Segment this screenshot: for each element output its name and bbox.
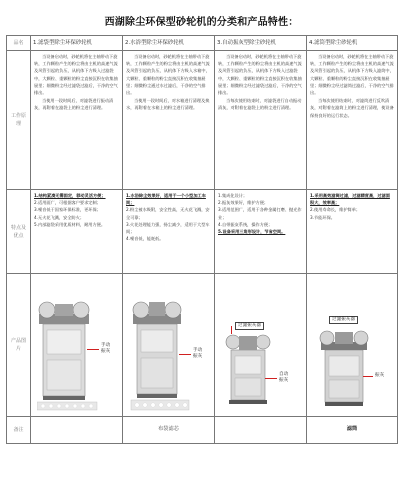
product-name-3: 3.自动振灰型除尘砂轮机 — [215, 36, 307, 51]
arrow-filter — [231, 326, 232, 334]
feature-item: 4.噪音低，能耗低。 — [126, 236, 164, 242]
row-label-name: 品名 — [7, 36, 31, 51]
feature-item: 2.适用面广，可根据客户要求定制； — [34, 200, 101, 206]
row-label-principle: 工作原理 — [7, 51, 31, 190]
principle-2-para-1: 当设备启动时，砂轮机将在主轴带动下旋转，工作颗粒产生的粉尘将由主机的高速气流及风管引起的负压，从机体下方吸入水箱中，大颗粒、重颗粒的粉尘直接沉积在收集抽屉里；细微粉尘通过水过滤后，干净的空气排出。 — [126, 54, 210, 96]
feature-item: 1.结构紧凑无需固定，移动灵活方便； — [34, 193, 106, 198]
product-name-1: 1.滤袋型除尘环保砂轮机 — [31, 36, 123, 51]
label-shake-1: 振灰 — [101, 349, 111, 354]
principle-3-para-1: 当设备启动时，砂轮机将在主轴带动下旋转，工作颗粒产生的粉尘将由主机的高速气流及风管引起的负压，从机体下方吸入过滤袋中，大颗粒、重颗粒的粉尘直接沉积在收集抽屉里；细微粉尘经过滤袋过滤后，干净的空气排出。 — [218, 54, 302, 96]
filter-bag-grinder-image — [37, 300, 99, 412]
note-3 — [215, 417, 307, 444]
feature-item: 3.节能环保。 — [310, 214, 335, 220]
note-1 — [31, 417, 123, 444]
features-row — [7, 190, 398, 274]
filter-cartridge-grinder-image — [317, 330, 373, 412]
features-2 — [123, 190, 215, 274]
label-shake-2: 振灰 — [193, 354, 203, 359]
feature-item: 5.内部滤袋采用优质材料，耐用方便。 — [34, 221, 106, 227]
note-4: 滤筒 — [307, 417, 398, 444]
label-filter-box-4: 过滤振灰器 — [329, 316, 358, 324]
feature-item: 4.无火花飞溅，安全防火； — [34, 214, 85, 220]
feature-item: 2.使用寿命长，维护简单； — [310, 207, 361, 213]
feature-item: 5.设备采用三角形设计，节省空间。 — [218, 229, 286, 235]
feature-item: 3.适用范围广，适用于各种金属打磨、抛光作业； — [218, 207, 302, 220]
principle-1-para-1: 当设备启动时，砂轮机将在主轴带动下旋转，工作颗粒产生的粉尘将由主机的高速气流及风管引起的负压，从机体下方吸入过滤袋中，大颗粒、重颗粒的粉尘直接沉积在收集抽屉里；细微粉尘经过滤袋过滤后，干净的空气排出。 — [34, 54, 118, 96]
auto-shake-grinder-image — [223, 334, 279, 410]
label-hand-1: 手动 — [101, 343, 111, 348]
arrow-hand — [179, 354, 191, 355]
row-label-images: 产品图片 — [7, 274, 31, 417]
feature-item: 2.粉尘被水吸附，安全性高，无火花飞溅，安全可靠； — [126, 207, 210, 220]
label-shake-3: 振灰 — [279, 378, 289, 383]
arrow-hand — [87, 349, 99, 350]
features-1 — [31, 190, 123, 274]
feature-item: 3.火花处理能力强，扬尘减少，适用于大型车间； — [126, 221, 210, 235]
arrow-shake — [363, 376, 373, 377]
notes-row — [7, 417, 398, 444]
principle-4 — [307, 51, 398, 190]
product-name-4: 4.滤筒型除尘砂轮机 — [307, 36, 398, 51]
principle-3 — [215, 51, 307, 190]
feature-item: 1.集成化设计； — [218, 193, 248, 198]
name-row — [7, 36, 398, 51]
product-name-2: 2.水浴型除尘环保砂轮机 — [123, 36, 215, 51]
principle-4-para-2: 当每次使用结束时，对滤筒进行反吹清灰，对附着在滤筒上的粉尘进行清理，使设备保持良好的运行状态。 — [310, 98, 394, 118]
label-shake-4: 振灰 — [375, 373, 385, 378]
note-2: 布袋滤芯 — [123, 417, 215, 444]
label-auto-3: 自动 — [279, 372, 289, 377]
images-row — [7, 274, 398, 417]
product-image-2 — [123, 274, 215, 417]
principle-3-para-2: 当每次使用结束时，对滤袋进行自动振动清灰，对附着在滤袋上的粉尘进行清理。 — [218, 98, 302, 111]
product-image-4 — [307, 274, 398, 417]
principle-1-para-2: 当使用一段时间后，对滤袋进行振动清灰，再附着在滤袋上的粉尘进行清理。 — [34, 98, 114, 111]
principle-2 — [123, 51, 215, 190]
feature-item: 1.采用高效滤筒过滤，过滤精度高，过滤面积大，效率高； — [310, 193, 390, 206]
principle-4-para-1: 当设备启动时，砂轮机将在主轴带动下旋转，工作颗粒产生的粉尘将由主机的高速气流及风管引起的负压，从机体下方吸入滤筒中，大颗粒、重颗粒的粉尘直接沉积在收集抽屉里；细微粉尘经过滤筒过滤后，干净的空气排出。 — [310, 54, 394, 96]
feature-item: 3.噪音低于国家环保标准，更环保； — [34, 207, 101, 213]
principle-1 — [31, 51, 123, 190]
label-filter-box-3: 过滤振灰器 — [235, 322, 264, 330]
feature-item: 4.自带振灰系统，操作方便； — [218, 221, 273, 227]
principle-row — [7, 51, 398, 190]
product-image-3 — [215, 274, 307, 417]
feature-item: 1.水浴除尘效果好，适用于一个小型加工车间； — [126, 193, 206, 206]
row-label-notes: 备注 — [7, 417, 31, 444]
product-image-1 — [31, 274, 123, 417]
feature-item: 2.振灰效果好，维护方便； — [218, 200, 269, 206]
row-label-features: 特点及优点 — [7, 190, 31, 274]
label-hand-2: 手动 — [193, 348, 203, 353]
product-table — [6, 35, 398, 444]
features-4 — [307, 190, 398, 274]
features-3 — [215, 190, 307, 274]
page-title: 西湖除尘环保型砂轮机的分类和产品特性： — [104, 17, 299, 28]
arrow-auto — [265, 378, 277, 379]
principle-2-para-2: 当使用一段时间后，对水箱进行清理及换水，再附着在水箱上的粉尘进行清理。 — [126, 98, 210, 111]
